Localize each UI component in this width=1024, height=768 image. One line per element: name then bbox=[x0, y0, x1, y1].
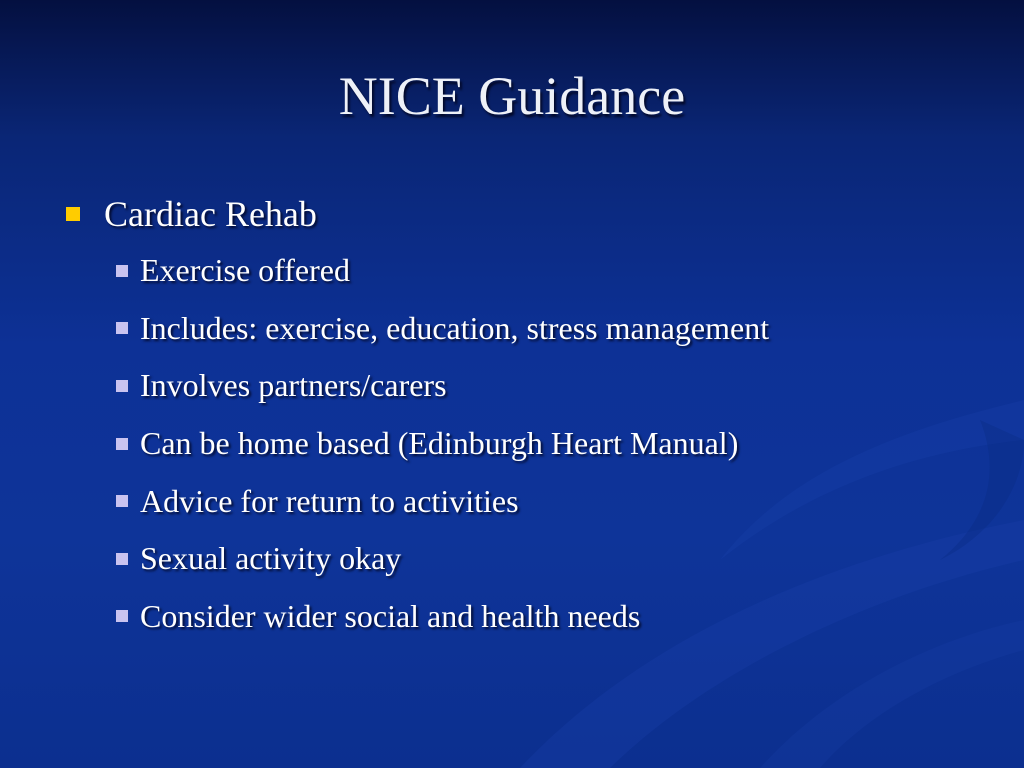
sub-bullet-text: Consider wider social and health needs bbox=[140, 597, 641, 634]
sub-bullet-item bbox=[62, 300, 982, 358]
main-bullet-text: Cardiac Rehab bbox=[104, 194, 317, 234]
sub-bullet-text: Exercise offered bbox=[140, 252, 350, 289]
square-bullet-icon bbox=[116, 438, 128, 450]
sub-bullet-item bbox=[62, 588, 982, 646]
sub-bullet-text: Includes: exercise, education, stress management bbox=[140, 309, 770, 346]
square-bullet-icon bbox=[116, 553, 128, 565]
sub-bullet-text: Sexual activity okay bbox=[140, 540, 402, 577]
square-bullet-icon bbox=[66, 207, 80, 221]
sub-bullet-text: Can be home based (Edinburgh Heart Manual) bbox=[140, 425, 739, 462]
square-bullet-icon bbox=[116, 380, 128, 392]
square-bullet-icon bbox=[116, 322, 128, 334]
sub-bullet-text: Involves partners/carers bbox=[140, 367, 447, 404]
sub-bullet-item bbox=[62, 242, 982, 300]
sub-bullet-item bbox=[62, 530, 982, 588]
square-bullet-icon bbox=[116, 265, 128, 277]
sub-bullet-item bbox=[62, 357, 982, 415]
sub-bullet-text: Advice for return to activities bbox=[140, 482, 519, 519]
main-bullet-item bbox=[62, 188, 982, 240]
sub-bullet-item bbox=[62, 472, 982, 530]
square-bullet-icon bbox=[116, 495, 128, 507]
square-bullet-icon bbox=[116, 610, 128, 622]
sub-bullet-item bbox=[62, 415, 982, 473]
bullet-list bbox=[62, 188, 982, 645]
slide-title: NICE Guidance bbox=[338, 66, 686, 126]
sub-bullet-list bbox=[62, 242, 982, 645]
